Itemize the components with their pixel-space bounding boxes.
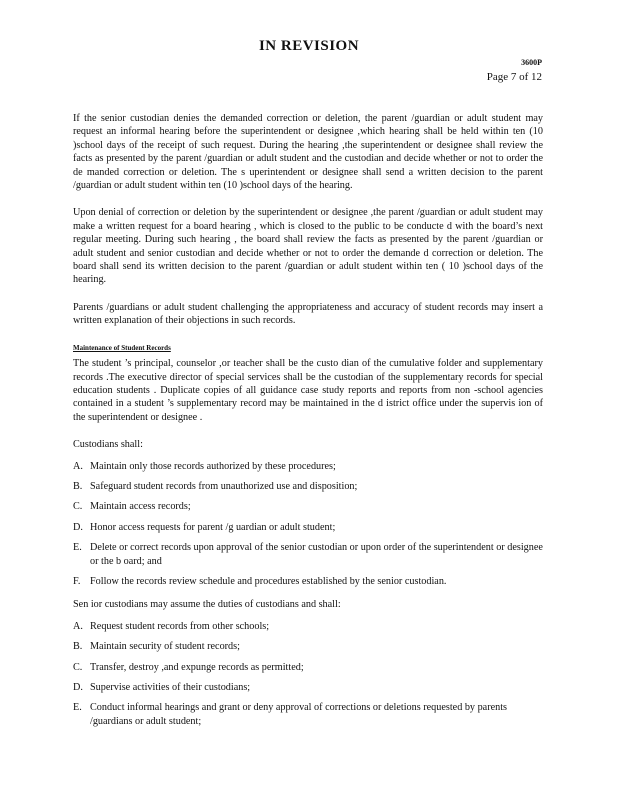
list-marker: C.	[73, 501, 83, 513]
document-number: 3600P	[521, 58, 542, 67]
list-item	[73, 620, 543, 633]
paragraph-written-explanation: Parents /guardians or adult student challenging the appropriateness and accuracy of student records may insert a written explanation of their objections in such records.	[73, 301, 543, 327]
list-item	[73, 681, 543, 694]
custodians-duties-list	[73, 460, 543, 589]
page-title: IN REVISION	[258, 38, 360, 54]
list-marker: A.	[73, 620, 83, 632]
list-marker: D.	[73, 521, 83, 533]
list-marker: D.	[73, 682, 83, 693]
list-marker: B.	[73, 641, 83, 653]
list-item	[73, 521, 543, 534]
section-heading-maintenance: Maintenance of Student Records	[73, 343, 171, 352]
list-item-text: Maintain access records;	[90, 501, 191, 513]
list-item	[73, 500, 543, 513]
list-item-text: Maintain security of student records;	[90, 641, 240, 653]
list-item-text: Honor access requests for parent /g uardian or adult student;	[90, 521, 336, 533]
list-marker: E.	[73, 542, 82, 554]
list-item-text: Delete or correct records upon approval of the senior custodian or upon order of the superintendent or designee or the b oard; and	[90, 542, 543, 567]
senior-custodians-duties-list	[73, 620, 543, 728]
list-item-text: Request student records from other schools;	[90, 620, 270, 632]
list-item	[73, 480, 543, 493]
list-item-text: Follow the records review schedule and procedures established by the senior custodian.	[90, 575, 447, 587]
paragraph-senior-custodian-denial: If the senior custodian denies the demanded correction or deletion, the parent /guardian or adult student may request an informal hearing before the superintendent or designee ,which hearing shall be held within ten (10 )school days of the receipt of such request. During the hearing ,the superintendent or designee shall review the facts as presented by the parent /guardian or adult student and the custodian and decide whether or not to order the de manded correction or deletion. The s uperintendent or designee shall send a written decision to the parent /guardian or adult student within ten (10 )school days of the hearing.	[73, 113, 543, 192]
paragraph-maintenance: The student ’s principal, counselor ,or teacher shall be the custo dian of the cumulative folder and supplementary records .The executive director of special services shall be the custodian of the supplementary records for special education students . Duplicate copies of all guidance case study reports and reports from non -school agencies contained in a student ’s supplementary record may be maintained in the d istrict office under the supervis ion of the superintendent or designee .	[73, 358, 543, 423]
list-item	[73, 661, 543, 674]
list-item-text: Maintain only those records authorized by these procedures;	[90, 460, 336, 472]
list-item	[73, 541, 543, 568]
list-marker: B.	[73, 480, 83, 492]
list-marker: E.	[73, 702, 82, 714]
page-number: Page 7 of 12	[486, 71, 542, 83]
list-item-text: Safeguard student records from unauthorized use and disposition;	[90, 480, 358, 492]
list-item-text: Conduct informal hearings and grant or deny approval of corrections or deletions requested by parents /guardians or adult student;	[90, 702, 507, 727]
list-item	[73, 701, 543, 728]
senior-custodians-label: Sen ior custodians may assume the duties of custodians and shall:	[73, 599, 341, 611]
custodians-label: Custodians shall:	[73, 439, 143, 451]
list-marker: F.	[73, 575, 81, 587]
list-item	[73, 575, 543, 588]
list-item-text: Transfer, destroy ,and expunge records as permitted;	[90, 661, 304, 673]
list-marker: A.	[73, 460, 83, 472]
paragraph-board-hearing: Upon denial of correction or deletion by the superintendent or designee ,the parent /guardian or adult student may make a written request for a board hearing , which is closed to the public to be conducte d with the board’s next regular meeting. During such hearing , the board shall review the facts as presented by the parent /guardian or adult student and senior custodian and decide whether or not to order the demande d correction or deletion. The board shall send its written decision to the parent /guardian or adult student within ten ( 10 )school days of the hearing.	[73, 207, 543, 286]
list-item	[73, 460, 543, 473]
list-item-text: Supervise activities of their custodians;	[90, 682, 251, 693]
document-body	[73, 112, 543, 738]
list-marker: C.	[73, 661, 83, 673]
list-item	[73, 640, 543, 653]
